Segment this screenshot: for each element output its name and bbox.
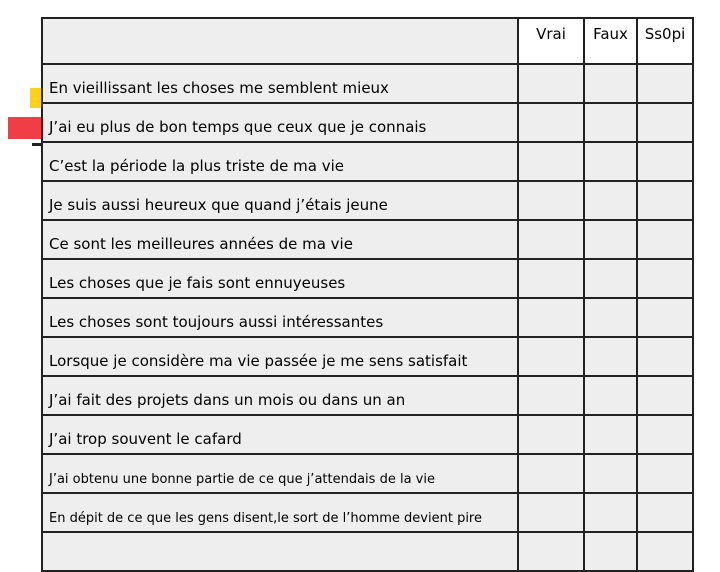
answer-cell-faux[interactable] <box>584 337 637 376</box>
answer-cell-vrai[interactable] <box>518 376 584 415</box>
answer-cell-vrai[interactable] <box>518 142 584 181</box>
answer-cell-vrai[interactable] <box>518 103 584 142</box>
table-row <box>42 415 693 454</box>
statement-cell: Je suis aussi heureux que quand j’étais jeune <box>42 181 518 220</box>
statement-cell: J’ai obtenu une bonne partie de ce que j’attendais de la vie <box>42 454 518 493</box>
statement-rows <box>42 64 693 571</box>
column-header-faux: Faux <box>584 18 637 64</box>
answer-cell-faux[interactable] <box>584 259 637 298</box>
table-row <box>42 298 693 337</box>
table-row <box>42 220 693 259</box>
answer-cell-ssopi[interactable] <box>637 493 693 532</box>
answer-cell-faux[interactable] <box>584 181 637 220</box>
table-row <box>42 532 693 571</box>
answer-cell-ssopi[interactable] <box>637 181 693 220</box>
statement-cell: En vieillissant les choses me semblent mieux <box>42 64 518 103</box>
answer-cell-faux[interactable] <box>584 376 637 415</box>
table-row <box>42 181 693 220</box>
table-row <box>42 493 693 532</box>
column-header-ssopi: Ss0pi <box>637 18 693 64</box>
answer-cell-vrai[interactable] <box>518 298 584 337</box>
answer-cell-vrai[interactable] <box>518 64 584 103</box>
answer-cell-vrai[interactable] <box>518 259 584 298</box>
statement-cell: En dépit de ce que les gens disent,le sort de l’homme devient pire <box>42 493 518 532</box>
table-row <box>42 142 693 181</box>
answer-cell-ssopi[interactable] <box>637 220 693 259</box>
statement-cell: Ce sont les meilleures années de ma vie <box>42 220 518 259</box>
answer-cell-faux[interactable] <box>584 142 637 181</box>
column-header-vrai: Vrai <box>518 18 584 64</box>
answer-cell-ssopi[interactable] <box>637 532 693 571</box>
answer-cell-ssopi[interactable] <box>637 103 693 142</box>
answer-cell-faux[interactable] <box>584 64 637 103</box>
answer-cell-vrai[interactable] <box>518 532 584 571</box>
table-row <box>42 337 693 376</box>
header-row <box>42 18 693 64</box>
table-row <box>42 103 693 142</box>
answer-cell-ssopi[interactable] <box>637 454 693 493</box>
answer-cell-faux[interactable] <box>584 493 637 532</box>
statement-cell <box>42 532 518 571</box>
answer-cell-faux[interactable] <box>584 415 637 454</box>
statement-cell: J’ai trop souvent le cafard <box>42 415 518 454</box>
answer-cell-ssopi[interactable] <box>637 142 693 181</box>
answer-cell-faux[interactable] <box>584 454 637 493</box>
answer-cell-ssopi[interactable] <box>637 298 693 337</box>
table-row <box>42 64 693 103</box>
statement-cell: J’ai eu plus de bon temps que ceux que je connais <box>42 103 518 142</box>
answer-cell-vrai[interactable] <box>518 220 584 259</box>
table-row <box>42 376 693 415</box>
answer-cell-faux[interactable] <box>584 103 637 142</box>
answer-cell-faux[interactable] <box>584 532 637 571</box>
statement-cell: Les choses sont toujours aussi intéressantes <box>42 298 518 337</box>
answer-cell-ssopi[interactable] <box>637 376 693 415</box>
statement-cell: C’est la période la plus triste de ma vie <box>42 142 518 181</box>
answer-cell-vrai[interactable] <box>518 493 584 532</box>
answer-cell-vrai[interactable] <box>518 454 584 493</box>
statement-cell: J’ai fait des projets dans un mois ou dans un an <box>42 376 518 415</box>
table-row <box>42 454 693 493</box>
answer-cell-vrai[interactable] <box>518 415 584 454</box>
answer-cell-faux[interactable] <box>584 298 637 337</box>
answer-cell-vrai[interactable] <box>518 337 584 376</box>
questionnaire-table <box>41 17 694 572</box>
statement-cell: Les choses que je fais sont ennuyeuses <box>42 259 518 298</box>
answer-cell-ssopi[interactable] <box>637 415 693 454</box>
statement-cell: Lorsque je considère ma vie passée je me sens satisfait <box>42 337 518 376</box>
answer-cell-ssopi[interactable] <box>637 64 693 103</box>
answer-cell-vrai[interactable] <box>518 181 584 220</box>
answer-cell-ssopi[interactable] <box>637 337 693 376</box>
header-blank-cell <box>42 18 518 64</box>
answer-cell-ssopi[interactable] <box>637 259 693 298</box>
table-row <box>42 259 693 298</box>
answer-cell-faux[interactable] <box>584 220 637 259</box>
